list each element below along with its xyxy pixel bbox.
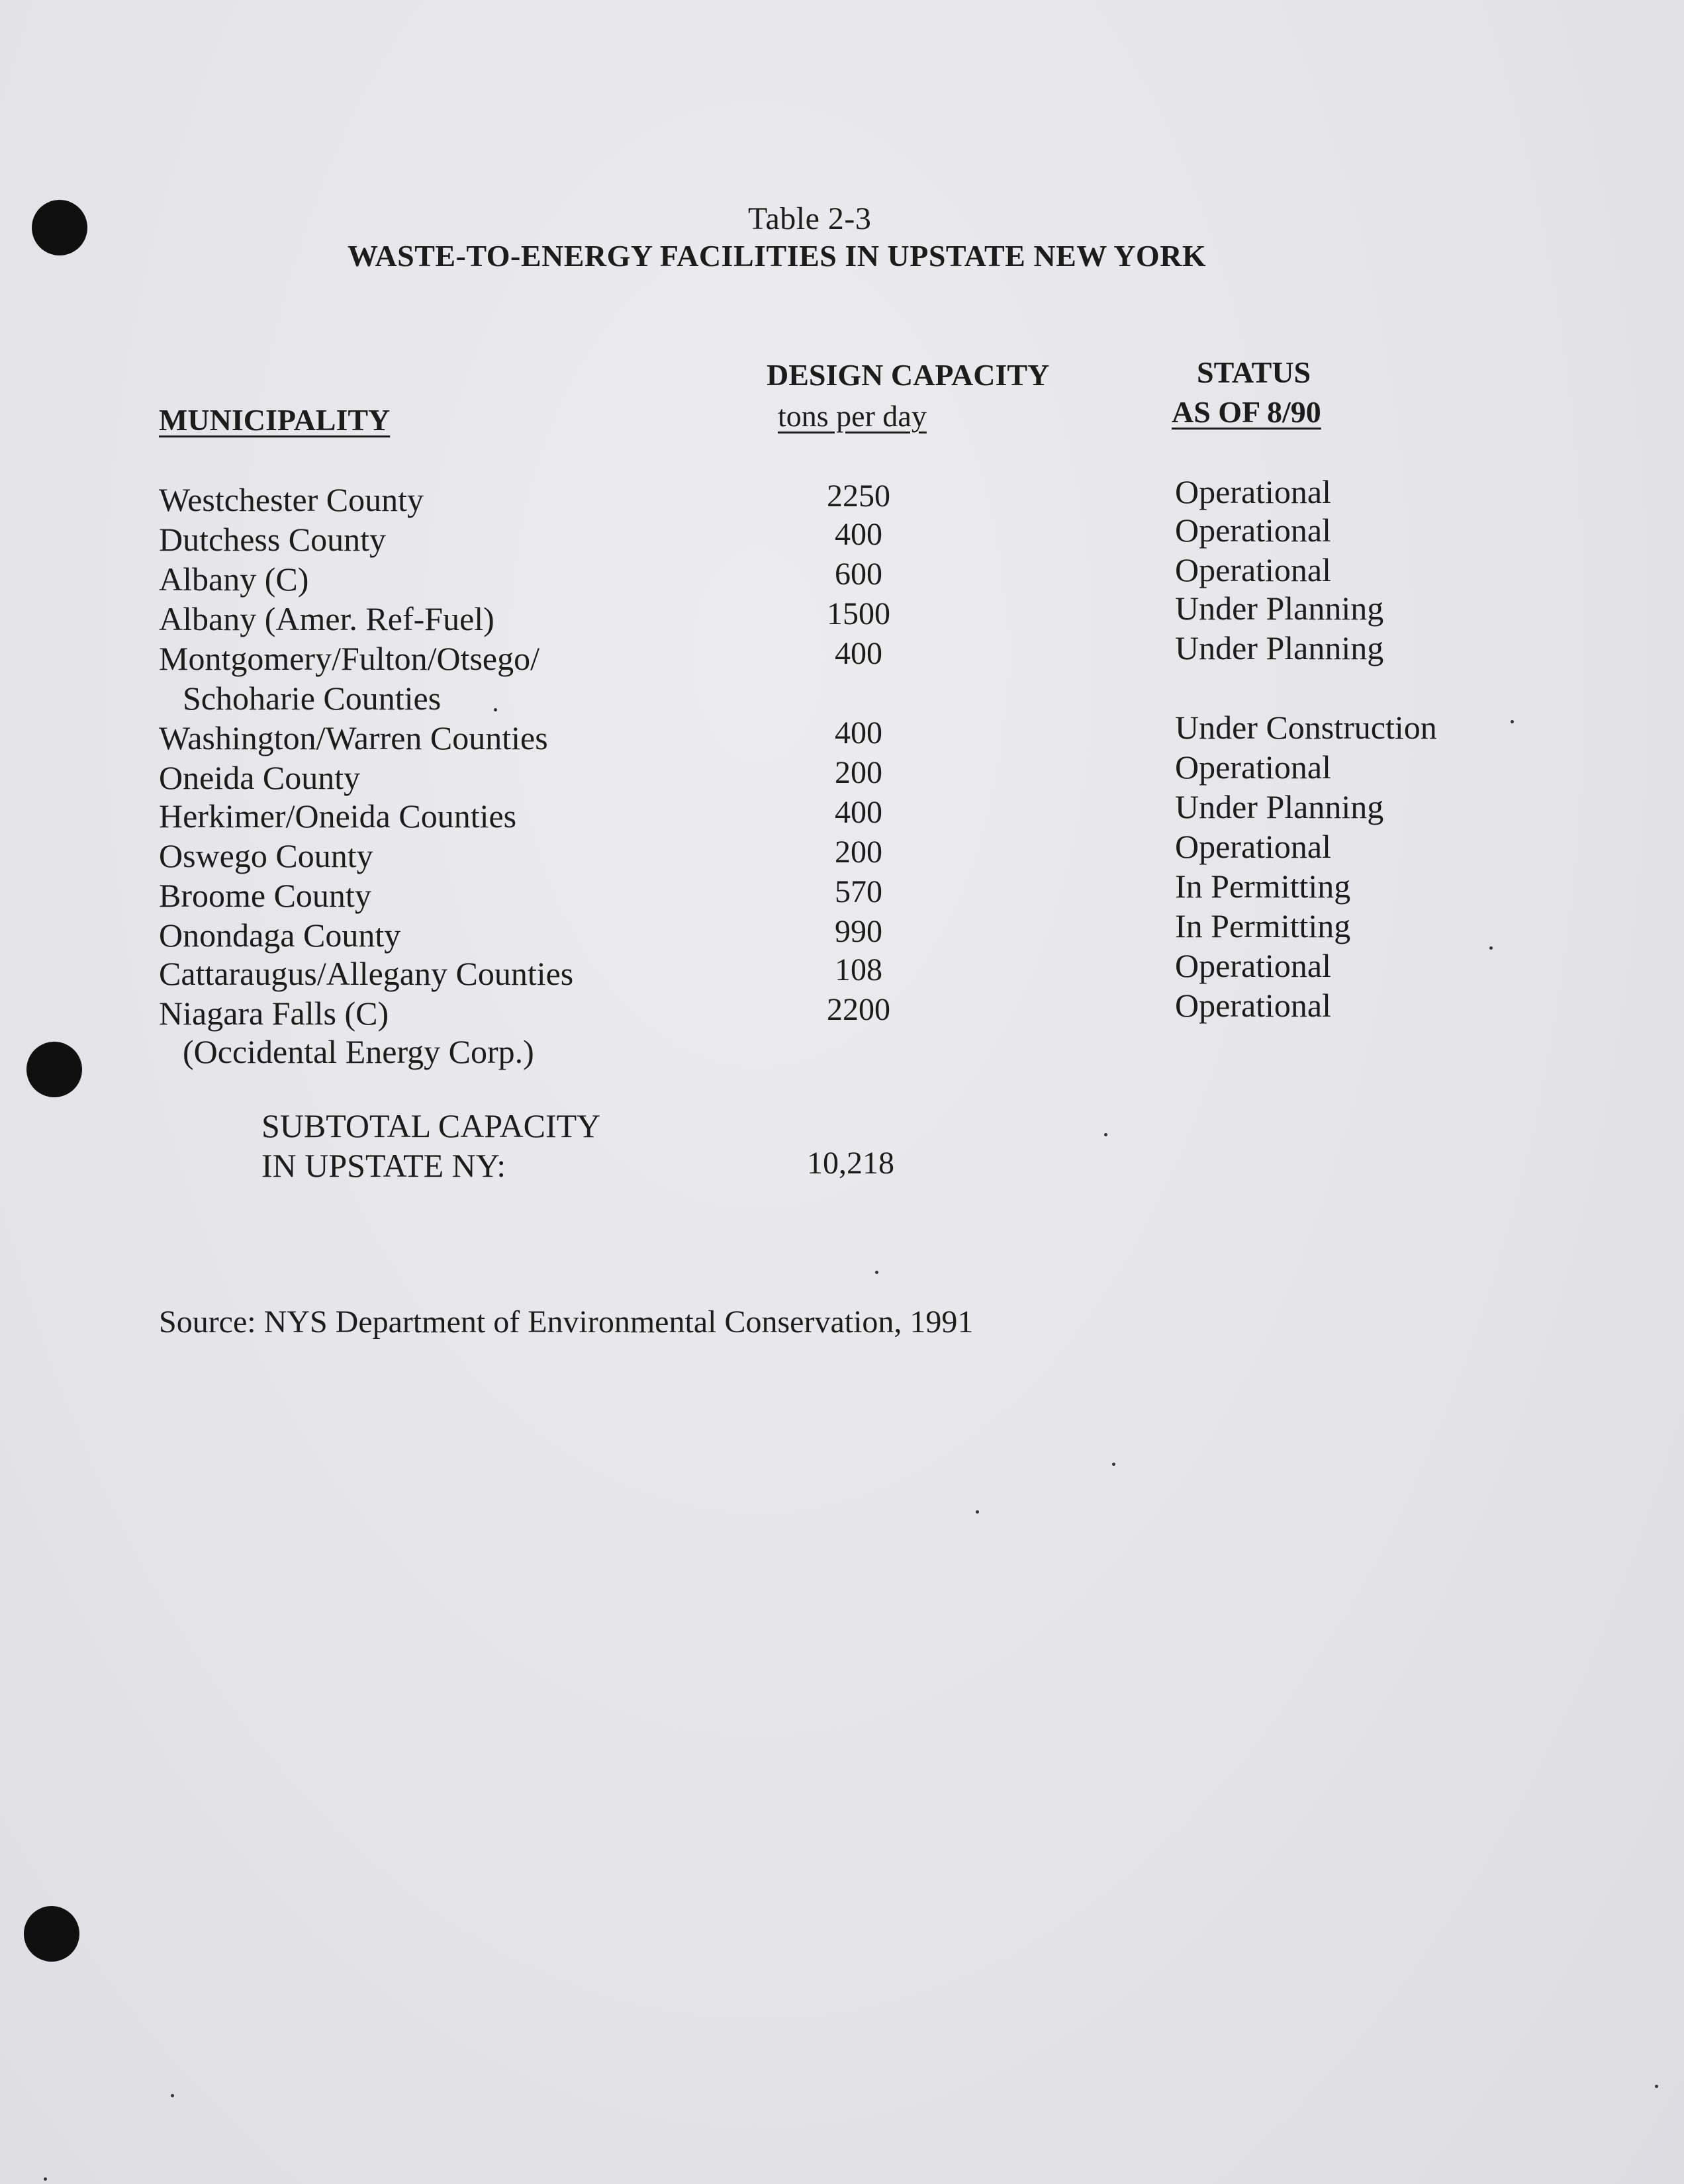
binder-hole-top: [32, 200, 87, 255]
municipality-cell: Albany (Amer. Ref-Fuel): [159, 600, 494, 637]
capacity-cell: 2200: [827, 992, 890, 1027]
status-date-header: AS OF 8/90: [1172, 395, 1321, 429]
subtotal-label-line2: IN UPSTATE NY:: [261, 1147, 506, 1184]
scan-speck: [1112, 1463, 1115, 1466]
capacity-cell: 200: [835, 755, 882, 790]
scan-speck: [44, 2177, 47, 2181]
status-header: STATUS: [1197, 355, 1311, 389]
status-cell: Under Planning: [1175, 788, 1384, 825]
municipality-header: MUNICIPALITY: [159, 403, 391, 437]
capacity-cell: 600: [835, 557, 882, 592]
table-title: WASTE-TO-ENERGY FACILITIES IN UPSTATE NEW YORK: [348, 239, 1207, 273]
binder-hole-middle: [26, 1042, 82, 1097]
status-cell: Operational: [1175, 473, 1332, 510]
scan-speck: [171, 2094, 174, 2097]
municipality-cell: Broome County: [159, 877, 371, 914]
municipality-cell: Albany (C): [159, 561, 309, 598]
capacity-cell: 400: [835, 715, 882, 751]
capacity-cell: 1500: [827, 596, 890, 631]
municipality-cell-continued: Schoharie Counties: [183, 680, 442, 717]
scan-speck: [875, 1271, 878, 1274]
status-cell: Operational: [1175, 828, 1332, 865]
table-number: Table 2-3: [748, 201, 872, 236]
municipality-cell: Montgomery/Fulton/Otsego/: [159, 640, 539, 677]
status-cell: Operational: [1175, 551, 1332, 588]
status-cell: In Permitting: [1175, 868, 1351, 905]
scan-speck: [1104, 1133, 1107, 1136]
capacity-cell: 400: [835, 795, 882, 830]
municipality-cell: Oswego County: [159, 837, 373, 874]
status-cell: Operational: [1175, 749, 1332, 786]
municipality-cell: Niagara Falls (C): [159, 995, 389, 1032]
capacity-unit-header: tons per day: [778, 399, 927, 433]
capacity-cell: 990: [835, 914, 882, 949]
municipality-cell: Herkimer/Oneida Counties: [159, 797, 517, 835]
municipality-cell: Onondaga County: [159, 917, 401, 954]
capacity-cell: 108: [835, 952, 882, 987]
capacity-cell: 400: [835, 517, 882, 552]
capacity-cell: 2250: [827, 478, 890, 514]
capacity-header: DESIGN CAPACITY: [767, 358, 1050, 392]
scan-speck: [976, 1510, 979, 1514]
status-cell: Operational: [1175, 987, 1332, 1024]
binder-hole-bottom: [24, 1906, 79, 1962]
capacity-cell: 570: [835, 874, 882, 909]
status-cell: Under Planning: [1175, 629, 1384, 666]
scan-speck: [1511, 720, 1514, 723]
scan-speck: [494, 708, 497, 711]
subtotal-label-line1: SUBTOTAL CAPACITY: [261, 1107, 601, 1144]
municipality-cell: Westchester County: [159, 481, 424, 518]
subtotal-value: 10,218: [807, 1146, 894, 1181]
municipality-cell: Cattaraugus/Allegany Counties: [159, 955, 574, 992]
status-cell: Under Planning: [1175, 590, 1384, 627]
municipality-cell: Washington/Warren Counties: [159, 719, 548, 756]
municipality-cell: Oneida County: [159, 759, 361, 796]
status-cell: Operational: [1175, 947, 1332, 984]
scan-speck: [1489, 946, 1493, 950]
municipality-cell-continued: (Occidental Energy Corp.): [183, 1033, 534, 1070]
capacity-cell: 200: [835, 835, 882, 870]
status-cell: Operational: [1175, 512, 1332, 549]
municipality-cell: Dutchess County: [159, 521, 387, 558]
source-note: Source: NYS Department of Environmental Conservation, 1991: [159, 1304, 974, 1340]
status-cell: In Permitting: [1175, 907, 1351, 944]
status-cell: Under Construction: [1175, 709, 1437, 746]
capacity-cell: 400: [835, 636, 882, 671]
scan-speck: [1655, 2085, 1658, 2088]
